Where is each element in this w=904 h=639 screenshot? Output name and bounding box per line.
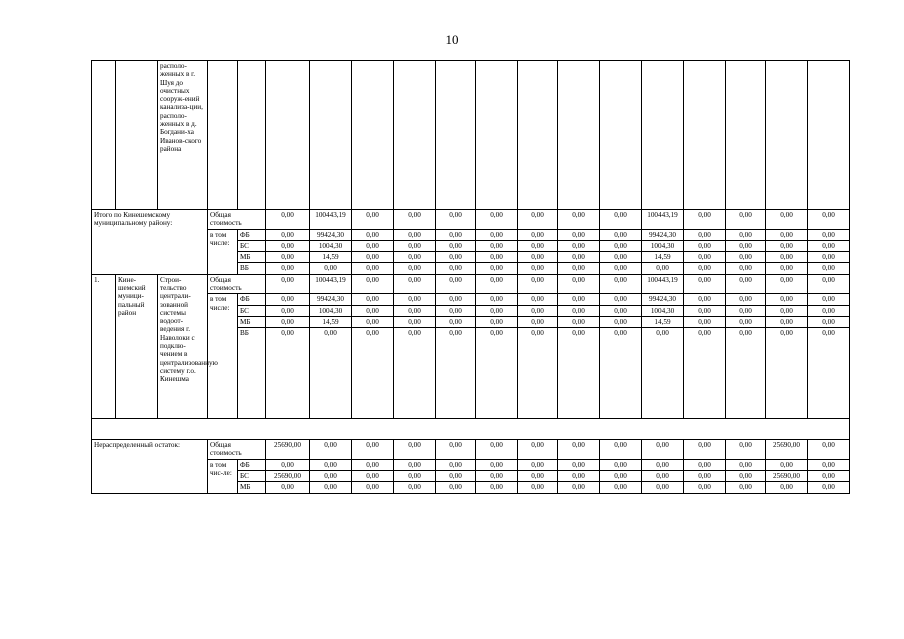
- total-value-7: 0,00: [518, 210, 558, 230]
- item-value-4: 0,00: [394, 328, 436, 419]
- item-value-12: 0,00: [726, 274, 766, 294]
- total-value-5: 0,00: [436, 263, 476, 274]
- empty-cell: [518, 61, 558, 210]
- remainder-value-13: 25690,00: [766, 470, 808, 481]
- total-value-11: 0,00: [684, 263, 726, 274]
- item-value-8: 0,00: [558, 316, 600, 327]
- total-value-2: 99424,30: [310, 229, 352, 240]
- spacer-row: [92, 419, 850, 440]
- funding-source: БС: [238, 305, 266, 316]
- item-value-9: 0,00: [600, 328, 642, 419]
- remainder-value-7: 0,00: [518, 470, 558, 481]
- total-value-14: 0,00: [808, 240, 850, 251]
- remainder-value-3: 0,00: [352, 440, 394, 460]
- total-value-11: 0,00: [684, 240, 726, 251]
- empty-cell: [726, 61, 766, 210]
- cost-type-total: Общая стоимость: [208, 210, 266, 230]
- item-value-14: 0,00: [808, 294, 850, 305]
- item-value-13: 0,00: [766, 274, 808, 294]
- item-value-7: 0,00: [518, 328, 558, 419]
- remainder-value-2: 0,00: [310, 470, 352, 481]
- total-value-13: 0,00: [766, 240, 808, 251]
- item-value-6: 0,00: [476, 274, 518, 294]
- remainder-value-11: 0,00: [684, 470, 726, 481]
- total-label: Итого по Кинешемскому муниципальному району:: [92, 210, 208, 275]
- item-value-1: 0,00: [266, 328, 310, 419]
- funding-source: БС: [238, 240, 266, 251]
- item-value-9: 0,00: [600, 294, 642, 305]
- total-value-13: 0,00: [766, 263, 808, 274]
- item-value-3: 0,00: [352, 316, 394, 327]
- total-value-5: 0,00: [436, 252, 476, 263]
- in-that-label: в том числе:: [208, 229, 238, 274]
- total-value-9: 0,00: [600, 210, 642, 230]
- total-value-6: 0,00: [476, 263, 518, 274]
- remainder-value-5: 0,00: [436, 482, 476, 493]
- item-value-9: 0,00: [600, 316, 642, 327]
- empty-cell: [558, 61, 600, 210]
- funding-source: ВБ: [238, 328, 266, 419]
- remainder-value-1: 0,00: [266, 459, 310, 470]
- total-value-1: 0,00: [266, 210, 310, 230]
- item-value-6: 0,00: [476, 305, 518, 316]
- empty-cell: [766, 61, 808, 210]
- remainder-value-3: 0,00: [352, 482, 394, 493]
- total-value-10: 100443,19: [642, 210, 684, 230]
- total-value-4: 0,00: [394, 252, 436, 263]
- total-value-12: 0,00: [726, 240, 766, 251]
- item-value-5: 0,00: [436, 305, 476, 316]
- total-value-3: 0,00: [352, 229, 394, 240]
- total-value-4: 0,00: [394, 263, 436, 274]
- remainder-value-4: 0,00: [394, 440, 436, 460]
- total-value-11: 0,00: [684, 229, 726, 240]
- item-value-11: 0,00: [684, 316, 726, 327]
- remainder-value-9: 0,00: [600, 482, 642, 493]
- remainder-value-2: 0,00: [310, 459, 352, 470]
- remainder-value-6: 0,00: [476, 482, 518, 493]
- total-value-13: 0,00: [766, 252, 808, 263]
- remainder-value-14: 0,00: [808, 440, 850, 460]
- remainder-value-9: 0,00: [600, 459, 642, 470]
- item-value-4: 0,00: [394, 294, 436, 305]
- total-value-10: 99424,30: [642, 229, 684, 240]
- empty-cell: [310, 61, 352, 210]
- in-that-label: в том чис-ле:: [208, 459, 238, 493]
- funding-source: ФБ: [238, 294, 266, 305]
- remainder-value-1: 25690,00: [266, 440, 310, 460]
- remainder-value-9: 0,00: [600, 440, 642, 460]
- item-value-13: 0,00: [766, 294, 808, 305]
- total-value-2: 100443,19: [310, 210, 352, 230]
- item-value-4: 0,00: [394, 305, 436, 316]
- funding-source: БС: [238, 470, 266, 481]
- remainder-row: [92, 440, 850, 460]
- empty-cell: [266, 61, 310, 210]
- item-value-8: 0,00: [558, 305, 600, 316]
- total-value-3: 0,00: [352, 210, 394, 230]
- funding-source: МБ: [238, 252, 266, 263]
- remainder-value-14: 0,00: [808, 470, 850, 481]
- total-value-1: 0,00: [266, 263, 310, 274]
- remainder-value-11: 0,00: [684, 440, 726, 460]
- total-row: [92, 210, 850, 230]
- total-value-5: 0,00: [436, 210, 476, 230]
- remainder-value-7: 0,00: [518, 440, 558, 460]
- item-value-2: 1004,30: [310, 305, 352, 316]
- total-value-12: 0,00: [726, 263, 766, 274]
- total-value-7: 0,00: [518, 252, 558, 263]
- item-value-4: 0,00: [394, 274, 436, 294]
- total-value-3: 0,00: [352, 263, 394, 274]
- empty-cell: [92, 61, 116, 210]
- total-value-6: 0,00: [476, 240, 518, 251]
- total-value-1: 0,00: [266, 229, 310, 240]
- cost-type-total: Общая стоимость: [208, 440, 266, 460]
- item-value-10: 100443,19: [642, 274, 684, 294]
- total-value-14: 0,00: [808, 210, 850, 230]
- total-value-2: 14,59: [310, 252, 352, 263]
- remainder-value-8: 0,00: [558, 470, 600, 481]
- item-value-14: 0,00: [808, 328, 850, 419]
- item-value-2: 0,00: [310, 328, 352, 419]
- total-value-3: 0,00: [352, 240, 394, 251]
- item-value-10: 14,59: [642, 316, 684, 327]
- item-number: 1.: [92, 274, 116, 418]
- total-value-7: 0,00: [518, 240, 558, 251]
- total-value-12: 0,00: [726, 210, 766, 230]
- item-row: [92, 274, 850, 294]
- remainder-value-13: 0,00: [766, 459, 808, 470]
- empty-cell: [208, 61, 238, 210]
- empty-cell: [352, 61, 394, 210]
- empty-cell: [394, 61, 436, 210]
- remainder-value-4: 0,00: [394, 482, 436, 493]
- remainder-value-3: 0,00: [352, 470, 394, 481]
- total-value-1: 0,00: [266, 240, 310, 251]
- total-value-8: 0,00: [558, 240, 600, 251]
- total-value-8: 0,00: [558, 229, 600, 240]
- item-value-13: 0,00: [766, 305, 808, 316]
- budget-table: [91, 60, 850, 494]
- empty-cell: [600, 61, 642, 210]
- item-value-14: 0,00: [808, 305, 850, 316]
- total-value-1: 0,00: [266, 252, 310, 263]
- remainder-value-14: 0,00: [808, 482, 850, 493]
- item-value-3: 0,00: [352, 294, 394, 305]
- item-value-5: 0,00: [436, 294, 476, 305]
- item-value-6: 0,00: [476, 316, 518, 327]
- item-description: Строи-тельство централи-зованной системы водоот-ведения г. Наволоки с подклю-чением в централизованную систему г.о. Кинешма: [158, 274, 208, 418]
- item-value-14: 0,00: [808, 316, 850, 327]
- total-value-14: 0,00: [808, 229, 850, 240]
- total-value-6: 0,00: [476, 229, 518, 240]
- remainder-value-4: 0,00: [394, 470, 436, 481]
- item-value-14: 0,00: [808, 274, 850, 294]
- total-value-6: 0,00: [476, 210, 518, 230]
- total-value-7: 0,00: [518, 229, 558, 240]
- remainder-value-6: 0,00: [476, 470, 518, 481]
- item-value-9: 0,00: [600, 305, 642, 316]
- item-value-5: 0,00: [436, 274, 476, 294]
- item-value-1: 0,00: [266, 316, 310, 327]
- remainder-value-10: 0,00: [642, 482, 684, 493]
- total-value-7: 0,00: [518, 263, 558, 274]
- total-value-4: 0,00: [394, 210, 436, 230]
- total-value-5: 0,00: [436, 240, 476, 251]
- remainder-value-2: 0,00: [310, 440, 352, 460]
- total-value-11: 0,00: [684, 210, 726, 230]
- empty-cell: [476, 61, 518, 210]
- item-value-2: 14,59: [310, 316, 352, 327]
- remainder-value-10: 0,00: [642, 459, 684, 470]
- total-value-9: 0,00: [600, 252, 642, 263]
- object-description: располо-женных в г. Шуя до очистных сооруж-ений канализа-ции, располо-женных в д. Богдани-ха Иванов-ского района: [158, 61, 208, 210]
- total-value-11: 0,00: [684, 252, 726, 263]
- item-value-10: 0,00: [642, 328, 684, 419]
- total-value-9: 0,00: [600, 229, 642, 240]
- empty-cell: [436, 61, 476, 210]
- item-value-7: 0,00: [518, 274, 558, 294]
- total-value-8: 0,00: [558, 252, 600, 263]
- total-value-10: 14,59: [642, 252, 684, 263]
- empty-cell: [684, 61, 726, 210]
- total-value-14: 0,00: [808, 263, 850, 274]
- item-value-7: 0,00: [518, 305, 558, 316]
- remainder-value-12: 0,00: [726, 459, 766, 470]
- remainder-value-5: 0,00: [436, 440, 476, 460]
- total-value-9: 0,00: [600, 263, 642, 274]
- total-value-13: 0,00: [766, 229, 808, 240]
- district-name: Кине-шемский муници-пальный район: [116, 274, 158, 418]
- item-value-12: 0,00: [726, 294, 766, 305]
- item-value-8: 0,00: [558, 328, 600, 419]
- cost-type-total: Общая стоимость: [208, 274, 266, 294]
- remainder-value-4: 0,00: [394, 459, 436, 470]
- item-value-12: 0,00: [726, 328, 766, 419]
- total-value-4: 0,00: [394, 240, 436, 251]
- item-value-11: 0,00: [684, 294, 726, 305]
- remainder-value-5: 0,00: [436, 470, 476, 481]
- item-value-9: 0,00: [600, 274, 642, 294]
- remainder-value-12: 0,00: [726, 470, 766, 481]
- in-that-label: в том числе:: [208, 294, 238, 419]
- remainder-value-7: 0,00: [518, 459, 558, 470]
- remainder-value-9: 0,00: [600, 470, 642, 481]
- remainder-value-14: 0,00: [808, 459, 850, 470]
- item-value-8: 0,00: [558, 294, 600, 305]
- item-value-3: 0,00: [352, 328, 394, 419]
- remainder-value-8: 0,00: [558, 440, 600, 460]
- remainder-value-13: 25690,00: [766, 440, 808, 460]
- item-value-2: 99424,30: [310, 294, 352, 305]
- remainder-value-12: 0,00: [726, 440, 766, 460]
- remainder-value-6: 0,00: [476, 459, 518, 470]
- funding-source: ФБ: [238, 229, 266, 240]
- empty-cell: [808, 61, 850, 210]
- remainder-value-6: 0,00: [476, 440, 518, 460]
- item-value-5: 0,00: [436, 328, 476, 419]
- empty-cell: [238, 61, 266, 210]
- item-value-12: 0,00: [726, 316, 766, 327]
- total-value-4: 0,00: [394, 229, 436, 240]
- remainder-value-8: 0,00: [558, 482, 600, 493]
- item-value-7: 0,00: [518, 316, 558, 327]
- remainder-value-1: 0,00: [266, 482, 310, 493]
- remainder-label: Нераспределенный остаток:: [92, 440, 208, 493]
- item-value-1: 0,00: [266, 294, 310, 305]
- remainder-value-12: 0,00: [726, 482, 766, 493]
- total-value-8: 0,00: [558, 263, 600, 274]
- total-value-2: 0,00: [310, 263, 352, 274]
- total-value-8: 0,00: [558, 210, 600, 230]
- remainder-value-13: 0,00: [766, 482, 808, 493]
- item-value-13: 0,00: [766, 316, 808, 327]
- total-value-13: 0,00: [766, 210, 808, 230]
- total-value-12: 0,00: [726, 252, 766, 263]
- total-value-9: 0,00: [600, 240, 642, 251]
- funding-source: МБ: [238, 316, 266, 327]
- total-value-2: 1004,30: [310, 240, 352, 251]
- empty-cell: [642, 61, 684, 210]
- item-value-3: 0,00: [352, 305, 394, 316]
- remainder-value-5: 0,00: [436, 459, 476, 470]
- remainder-value-2: 0,00: [310, 482, 352, 493]
- total-value-14: 0,00: [808, 252, 850, 263]
- remainder-value-7: 0,00: [518, 482, 558, 493]
- remainder-value-8: 0,00: [558, 459, 600, 470]
- funding-source: ВБ: [238, 263, 266, 274]
- remainder-value-11: 0,00: [684, 459, 726, 470]
- spacer-cell: [92, 419, 850, 440]
- item-value-10: 99424,30: [642, 294, 684, 305]
- item-value-1: 0,00: [266, 274, 310, 294]
- total-value-6: 0,00: [476, 252, 518, 263]
- remainder-value-1: 25690,00: [266, 470, 310, 481]
- total-value-10: 1004,30: [642, 240, 684, 251]
- funding-source: МБ: [238, 482, 266, 493]
- continuation-row: [92, 61, 850, 210]
- total-value-10: 0,00: [642, 263, 684, 274]
- item-value-10: 1004,30: [642, 305, 684, 316]
- item-value-6: 0,00: [476, 328, 518, 419]
- item-value-11: 0,00: [684, 305, 726, 316]
- item-value-6: 0,00: [476, 294, 518, 305]
- item-value-11: 0,00: [684, 274, 726, 294]
- item-value-5: 0,00: [436, 316, 476, 327]
- remainder-value-11: 0,00: [684, 482, 726, 493]
- funding-source: ФБ: [238, 459, 266, 470]
- empty-cell: [116, 61, 158, 210]
- item-value-13: 0,00: [766, 328, 808, 419]
- item-value-4: 0,00: [394, 316, 436, 327]
- total-value-3: 0,00: [352, 252, 394, 263]
- page-number: 10: [445, 32, 459, 47]
- total-value-12: 0,00: [726, 229, 766, 240]
- remainder-value-3: 0,00: [352, 459, 394, 470]
- total-value-5: 0,00: [436, 229, 476, 240]
- item-value-1: 0,00: [266, 305, 310, 316]
- item-value-3: 0,00: [352, 274, 394, 294]
- item-value-2: 100443,19: [310, 274, 352, 294]
- item-value-11: 0,00: [684, 328, 726, 419]
- item-value-8: 0,00: [558, 274, 600, 294]
- remainder-value-10: 0,00: [642, 440, 684, 460]
- item-value-7: 0,00: [518, 294, 558, 305]
- remainder-value-10: 0,00: [642, 470, 684, 481]
- item-value-12: 0,00: [726, 305, 766, 316]
